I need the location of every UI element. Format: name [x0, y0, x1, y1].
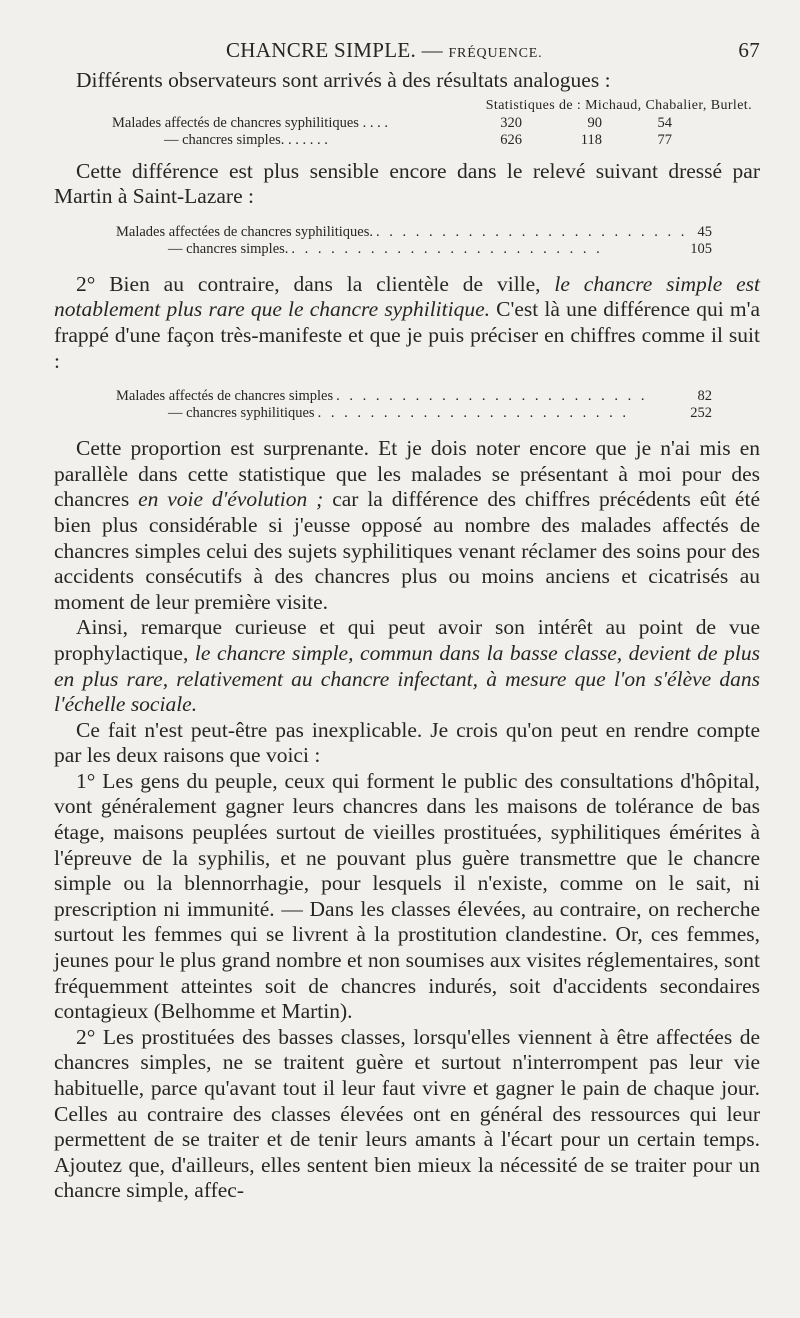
stats-value: 252 — [690, 405, 712, 422]
running-head-title: CHANCRE SIMPLE. — [226, 38, 417, 62]
stats-value: 105 — [690, 240, 712, 257]
running-head-subtitle: FRÉQUENCE. — [448, 46, 543, 61]
paragraph-martin: Cette différence est plus sensible encore dans le relevé suivant dressé par Martin à Saint-Lazare : — [54, 158, 760, 209]
stats-row: Malades affectés de chancres simples . . . . . . . . . . . . . . . . . . . . . . . . 82 — [116, 388, 712, 405]
paragraph-ainsi — [54, 615, 760, 717]
stats-row-label: Malades affectées de chancres syphilitiques. — [116, 223, 374, 240]
text-run: car la différence des chiffres précédents eût été bien plus considérable si j'eusse opposé au nombre des malades affectés de chancres simples celui des sujets syphilitiques venant réclamer des soins pour des accidents consécutifs à des chancres plus ou moins anciens et cicatrisés au moment de leur première visite. — [54, 487, 760, 614]
stats-list-martin — [116, 224, 712, 258]
paragraph-ville — [54, 272, 760, 374]
stats-row — [112, 115, 672, 132]
paragraph-intro: Différents observateurs sont arrivés à des résultats analogues : — [76, 68, 611, 92]
running-head-title-group — [226, 38, 542, 63]
stats-value: 54 — [657, 114, 672, 131]
stats-row: — chancres syphilitiques . . . . . . . . . . . . . . . . . . . . . . . . 252 — [116, 405, 712, 422]
text-run: 2° Bien au contraire, dans la clientèle de ville, — [76, 271, 555, 296]
paragraph-gens-du-peuple: 1° Les gens du peuple, ceux qui forment le public des consultations d'hôpital, vont généralement gagner leurs chancres dans les maisons de tolérance de bas étage, maisons peuplées surtout de vieilles prostituées, syphilitiques émérites à l'épreuve de la syphilis, et ne pouvant plus guère transmettre que le chancre simple ou la blennorrhagie, pour lesquels il n'existe, comme on le sait, ni prescription ni immunité. — Dans les classes élevées, au contraire, on recherche surtout les femmes qui se livrent à la prostitution clandestine. Or, ces femmes, jeunes pour le plus grand nombre et non soumises aux visites réglementaires, sont fréquemment atteintes soit de chancres indurés, soit d'accidents secondaires contagieux (Belhomme et Martin). — [54, 768, 760, 1024]
paragraph-fait: Ce fait n'est peut-être pas inexplicable. Je crois qu'on peut en rendre compte par les deux raisons que voici : — [54, 717, 760, 768]
stats-table-observers — [112, 115, 672, 149]
stats-value: 90 — [587, 114, 602, 131]
running-head — [54, 38, 760, 68]
stats-value: 45 — [697, 223, 712, 240]
running-head-separator: — — [421, 38, 443, 62]
stats-row-label: Malades affectés de chancres simples — [116, 388, 334, 405]
text-run: Cette proportion est surprenante. Et je dois noter encore que je n'ai mis en parallèle dans cette statistique que les malades se présentant à moi pour des chancres — [54, 436, 760, 512]
stats-row-label: — chancres simples. . . . . . . — [164, 131, 328, 148]
emphasis: le chancre simple, commun dans la basse classe, devient de plus en plus rare, relativement au chancre infectant, à mesure que l'on s'élève dans l'échelle sociale. — [54, 640, 760, 717]
stats-row-label: Malades affectés de chancres syphilitiques . . . . — [112, 114, 388, 131]
paragraph-proportion — [54, 436, 760, 615]
text-run: Ainsi, remarque curieuse et qui peut avoir son intérêt au point de vue prophylactique, — [54, 615, 760, 665]
stats-row: — chancres simples. . . . . . . . . . . . . . . . . . . . . . . . . 105 — [116, 241, 712, 258]
paragraph-prostituees: 2° Les prostituées des basses classes, lorsqu'elles viennent à être affectées de chancres simples, ne se traitent guère et surtout n'interrompent pas leur vie habituelle, parce qu'avant tout il leur faut vivre et gagner le pain de chaque jour. Celles au contraire des classes élevées ont en général des ressources qui leur permettent de se traiter et de tenir leurs amants à l'écart pour un certain temps. Ajoutez que, d'ailleurs, elles sentent bien mieux la nécessité de se traiter pour un chancre simple, affec- — [54, 1024, 760, 1203]
stats-row-label: — chancres simples. — [168, 240, 289, 257]
stats-value: 626 — [500, 131, 522, 148]
page-number: 67 — [738, 38, 760, 62]
stats-row — [112, 132, 672, 149]
emphasis: le chancre simple est notablement plus rare que le chancre syphilitique. — [54, 271, 760, 322]
stats-value: 82 — [697, 388, 712, 405]
stats-header: Statistiques de : Michaud, Chabalier, Burlet. — [485, 97, 752, 113]
stats-list-ville — [116, 388, 712, 422]
emphasis: en voie d'évolution ; — [138, 487, 324, 512]
stats-value: 118 — [580, 131, 602, 148]
text-run: C'est là une différence qui m'a frappé d'une façon très-manifeste et que je puis préciser en chiffres comme il suit : — [54, 297, 760, 373]
stats-value: 77 — [657, 131, 672, 148]
stats-row: Malades affectées de chancres syphilitiques. . . . . . . . . . . . . . . . . . . . . . . . . 45 — [116, 223, 712, 240]
stats-value: 320 — [500, 114, 522, 131]
stats-row-label: — chancres syphilitiques — [168, 405, 315, 422]
